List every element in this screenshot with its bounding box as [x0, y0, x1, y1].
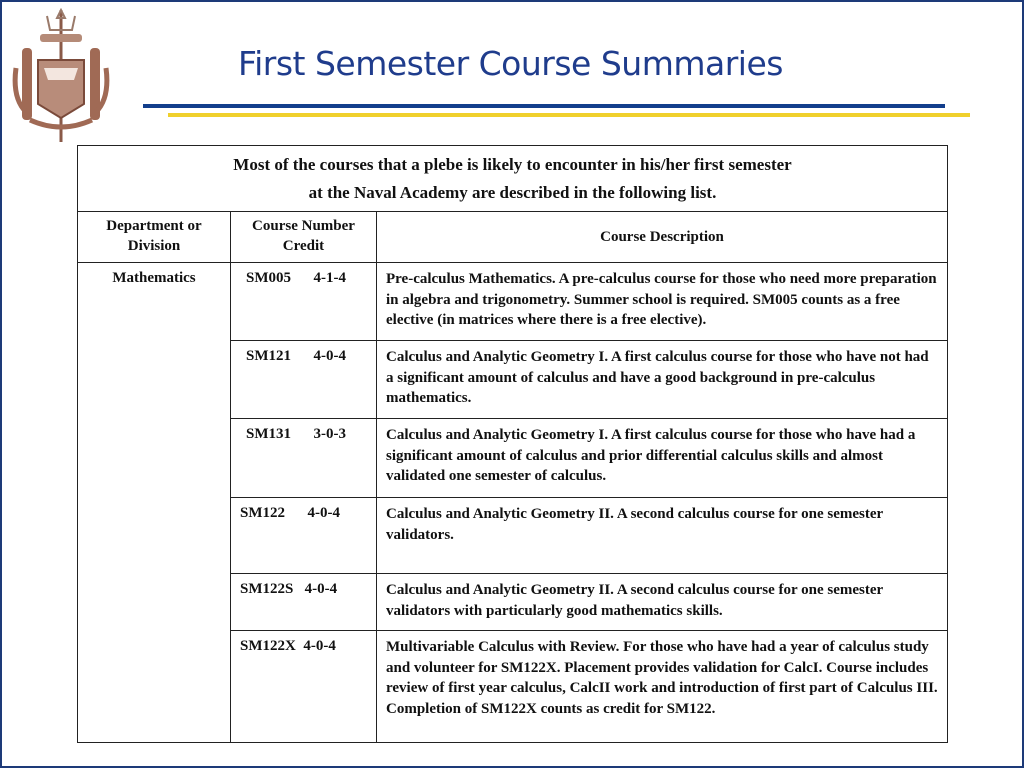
- header-course: [231, 212, 377, 263]
- course-credit: 4-1-4: [313, 270, 346, 286]
- course-code: SM131: [246, 426, 291, 442]
- description-cell: Calculus and Analytic Geometry I. A first calculus course for those who have had a significant amount of calculus and prior differential calculus skills and almost validated one semester of calculus.: [377, 419, 948, 498]
- title-underline-blue: [143, 104, 945, 108]
- description-cell: Pre-calculus Mathematics. A pre-calculus course for those who need more preparation in algebra and trigonometry. Summer school is required. SM005 counts as a free elective (in matrices where there is a free elective).: [377, 263, 948, 341]
- course-code: SM122S: [240, 581, 294, 597]
- course-credit: 4-0-4: [307, 505, 340, 521]
- header-text: Credit: [282, 238, 325, 254]
- course-code: SM122: [240, 505, 285, 521]
- description-cell: Calculus and Analytic Geometry I. A first calculus course for those who have not had a significant amount of calculus and have a good background in pre-calculus mathematics.: [377, 341, 948, 419]
- course-cell: [231, 574, 377, 631]
- table-header-row: [78, 212, 948, 263]
- naval-academy-crest-logo: [12, 8, 110, 144]
- course-credit: 4-0-4: [303, 638, 336, 654]
- caption-line: Most of the courses that a plebe is likely to encounter in his/her first semester: [233, 155, 792, 174]
- course-credit: 4-0-4: [304, 581, 338, 597]
- slide-title: First Semester Course Summaries: [238, 44, 783, 83]
- table-caption: [78, 146, 948, 212]
- header-text: Department or: [106, 218, 202, 234]
- course-cell: [231, 498, 377, 574]
- department-cell: Mathematics: [78, 263, 231, 743]
- course-cell: [231, 263, 377, 341]
- table-caption-row: [78, 146, 948, 212]
- course-credit: 3-0-3: [313, 426, 346, 442]
- caption-line: at the Naval Academy are described in the following list.: [308, 183, 717, 202]
- description-cell: Calculus and Analytic Geometry II. A second calculus course for one semester validators with particularly good mathematics skills.: [377, 574, 948, 631]
- course-table: [77, 145, 948, 743]
- course-cell: [231, 419, 377, 498]
- course-code: SM121: [246, 348, 291, 364]
- header-description: Course Description: [377, 212, 948, 263]
- course-cell: [231, 341, 377, 419]
- course-code: SM122X: [240, 638, 296, 654]
- header-text: Course Number: [252, 218, 355, 234]
- table-row: [78, 263, 948, 341]
- course-credit: 4-0-4: [313, 348, 346, 364]
- course-code: SM005: [246, 270, 291, 286]
- description-cell: Multivariable Calculus with Review. For those who have had a year of calculus study and volunteer for SM122X. Placement provides validation for CalcI. Course includes review of first year calculus, CalcII work and introduction of first part of Calculus III. Completion of SM122X counts as credit for SM122.: [377, 631, 948, 743]
- course-cell: [231, 631, 377, 743]
- header-text: Division: [127, 238, 181, 254]
- description-cell: Calculus and Analytic Geometry II. A second calculus course for one semester validators.: [377, 498, 948, 574]
- header-department: [78, 212, 231, 263]
- title-underline-gold: [168, 113, 970, 117]
